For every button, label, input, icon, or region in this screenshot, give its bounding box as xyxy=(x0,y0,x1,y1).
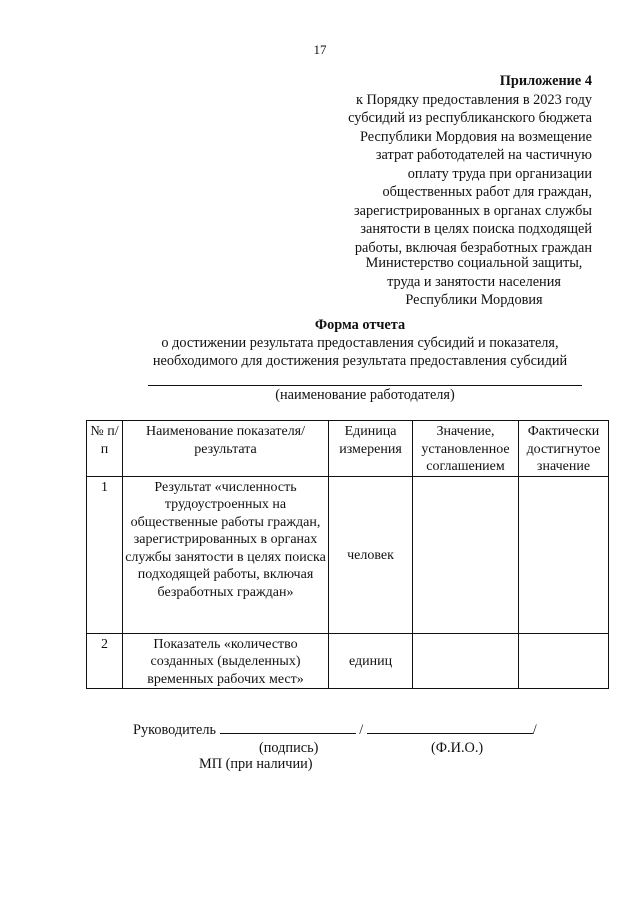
appendix-line: к Порядку предоставления в 2023 году xyxy=(356,91,592,108)
header-planned-value: Значение, установленное соглашением xyxy=(413,421,519,477)
header-number: № п/п xyxy=(87,421,123,477)
ministry-line: Республики Мордовия xyxy=(405,292,543,308)
row-actual-value[interactable] xyxy=(519,633,609,689)
row-number: 1 xyxy=(87,476,123,633)
row-unit: единиц xyxy=(329,633,413,689)
form-title: Форма отчета xyxy=(314,317,406,333)
name-caption: (Ф.И.О.) xyxy=(431,740,484,756)
row-planned-value[interactable] xyxy=(413,476,519,633)
form-subtitle-line: о достижении результата предоставления субсидий и показателя, xyxy=(161,335,559,351)
row-indicator-name: Результат «численность трудоустроенных на общественные работы граждан, зарегистрированных в органах службы занятости в целях поиска подходящей работы, включая безработных граждан» xyxy=(123,476,329,633)
ministry-line: Министерство социальной защиты, xyxy=(365,255,583,271)
page-number: 17 xyxy=(313,42,327,57)
table-row xyxy=(87,633,609,689)
appendix-line: затрат работодателей на частичную xyxy=(375,147,592,163)
table-row xyxy=(87,476,609,633)
employer-name-line xyxy=(148,385,582,386)
row-unit: человек xyxy=(329,476,413,633)
header-unit: Единица измерения xyxy=(329,421,413,477)
separator: / xyxy=(359,722,364,738)
appendix-line: Республики Мордовия на возмещение xyxy=(360,128,592,145)
appendix-line: занятости в целях поиска подходящей xyxy=(360,221,592,237)
form-subtitle-line: необходимого для достижения результата предоставления субсидий xyxy=(152,353,568,369)
appendix-line: субсидий из республиканского бюджета xyxy=(348,110,592,126)
row-actual-value[interactable] xyxy=(519,476,609,633)
appendix-line: зарегистрированных в органах службы xyxy=(354,202,592,219)
table-header-row xyxy=(87,421,609,477)
report-table xyxy=(86,420,609,689)
appendix-line: оплату труда при организации xyxy=(407,165,592,182)
header-indicator-name: Наименование показателя/ результата xyxy=(123,421,329,477)
employer-caption: (наименование работодателя) xyxy=(275,387,455,403)
header-actual-value: Фактически достигнутое значение xyxy=(519,421,609,477)
signature-block xyxy=(133,720,593,772)
appendix-header xyxy=(292,72,592,257)
row-indicator-name: Показатель «количество созданных (выделенных) временных рабочих мест» xyxy=(123,633,329,689)
appendix-line: работы, включая безработных граждан xyxy=(354,239,592,256)
row-number: 2 xyxy=(87,633,123,689)
signature-blank[interactable] xyxy=(220,720,356,734)
appendix-title: Приложение 4 xyxy=(499,73,592,89)
appendix-line: общественных работ для граждан, xyxy=(382,184,592,200)
stamp-caption: МП (при наличии) xyxy=(199,756,313,772)
form-heading xyxy=(0,316,640,370)
row-planned-value[interactable] xyxy=(413,633,519,689)
signature-row xyxy=(133,720,593,739)
signer-label: Руководитель xyxy=(133,722,217,738)
ministry-line: труда и занятости населения xyxy=(387,273,561,290)
separator: / xyxy=(532,722,537,738)
name-blank[interactable] xyxy=(367,720,533,734)
signature-caption: (подпись) xyxy=(259,740,319,756)
ministry-addressee xyxy=(356,254,592,310)
